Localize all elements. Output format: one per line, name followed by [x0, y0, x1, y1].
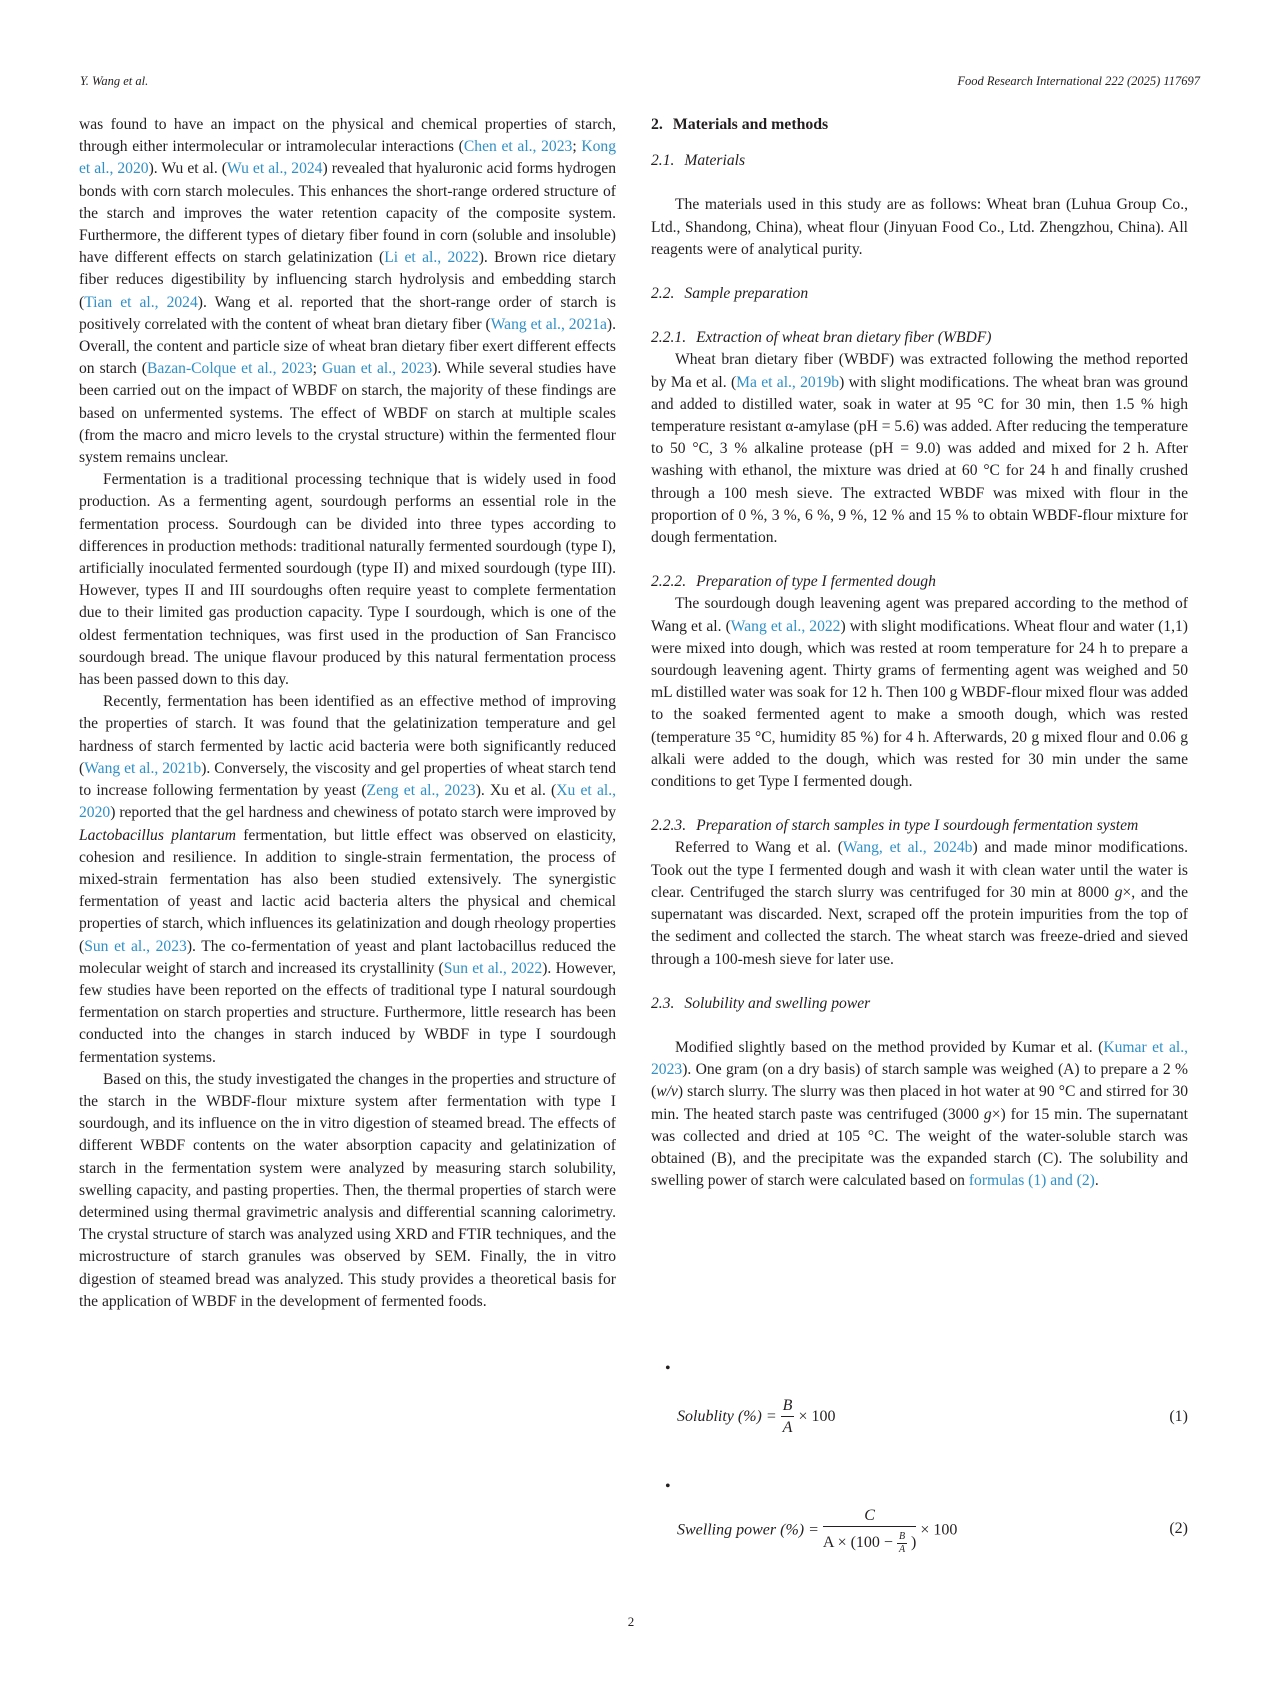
citation-link[interactable]: Ma et al., 2019b — [736, 373, 840, 391]
formula-link[interactable]: formulas (1) and (2) — [968, 1172, 1095, 1190]
subsubsection-heading: 2.2.2. Preparation of type I fermented dough — [651, 573, 936, 591]
citation-link[interactable]: Wu et al., 2024 — [227, 160, 323, 178]
subsection-heading: 2.2. Sample preparation — [651, 285, 809, 303]
paragraph: was found to have an impact on the physical and chemical properties of starch, through either intermolecular or intramolecular interactions (Chen et al., 2023; Kong et al., 2020). Wu et al. (Wu et al., 2024) revealed that hyaluronic acid forms hydrogen bonds with corn starch molecules. This enhances the short-range ordered structure of the starch and improves the water retention capacity of the composite system. Furthermore, the different types of dietary fiber found in corn (soluble and insoluble) have different effects on starch gelatinization (Li et al., 2022). Brown rice dietary fiber reduces digestibility by influencing starch hydrolysis and embedding starch (Tian et al., 2024). Wang et al. reported that the short-range order of starch is positively correlated with the content of wheat bran dietary fiber (Wang et al., 2021a). Overall, the content and particle size of wheat bran dietary fiber exert different effects on starch (Bazan-Colque et al., 2023; Guan et al., 2023). While several studies have been carried out on the impact of WBDF on starch, the majority of these findings are based on unfermented systems. The effect of WBDF on starch at multiple scales (from the macro and micro levels to the crystal structure) within the fermented flour system remains unclear. — [79, 116, 616, 467]
paragraph: Wheat bran dietary fiber (WBDF) was extracted following the method reported by Ma et al. (Ma et al., 2019b) with slight modifications. The wheat bran was ground and added to distilled water, soak in water at 95 °C for 30 min, then 1.5 % high temperature resistant α-amylase (pH = 5.6) was added. After reducing the temperature to 50 °C, 3 % alkaline protease (pH = 9.0) was added and mixed for 2 h. After washing with ethanol, the mixture was dried at 60 °C for 24 h and finally crushed through a 100 mesh sieve. The extracted WBDF was mixed with flour in the proportion of 0 %, 3 %, 6 %, 9 %, 12 % and 15 % to obtain WBDF-flour mixture for dough fermentation. — [651, 351, 1188, 547]
citation-link[interactable]: Kong et al., 2020 — [79, 138, 616, 178]
equation-swelling-power: Swelling power (%) = C A × (100 − $\frac{B}{A}$ ) × 100 (2) — [677, 1507, 1188, 1555]
paragraph: Based on this, the study investigated the changes in the properties and structure of the starch in the WBDF-flour mixture system after fermentation with type I sourdough, and its influence on the in vitro digestion of steamed bread. The effects of different WBDF contents on the water absorption capacity and gelatinization of starch in the fermentation system were analyzed by measuring starch solubility, swelling capacity, and pasting properties. Then, the thermal properties of starch were determined using thermal gravimetric analysis and differential scanning calorimetry. The crystal structure of starch was analyzed using XRD and FTIR techniques, and the microstructure of starch granules was observed by SEM. Finally, the in vitro digestion of steamed bread was analyzed. This study provides a theoretical basis for the application of WBDF in the development of fermented foods. — [79, 1070, 616, 1310]
citation-link[interactable]: Tian et al., 2024 — [84, 293, 198, 311]
equation-number: (2) — [1169, 1520, 1188, 1537]
paragraph: The sourdough dough leavening agent was prepared according to the method of Wang et al. (Wang et al., 2022) with slight modifications. Wheat flour and water (1,1) were mixed into dough, which was rested at room temperature for 24 h to prepare a sourdough leavening agent. Thirty grams of fermenting agent was weighed and 50 mL distilled water was soak for 12 h. Then 100 g WBDF-flour mixed flour was added to the soaked fermented agent to make a smooth dough, which was rested (temperature 35 °C, humidity 85 %) for 4 h. Afterwards, 20 g mixed flour and 0.06 g alkali were added to the dough, which was rested for 30 min under the same conditions to get Type I fermented dough. — [651, 595, 1189, 791]
page-number: 2 — [627, 1614, 635, 1629]
species-name: Lactobacillus plantarum — [79, 826, 237, 844]
citation-link[interactable]: Sun et al., 2022 — [443, 959, 543, 977]
right-column — [651, 114, 1188, 1192]
bullet-icon: • — [665, 1478, 671, 1495]
citation-link[interactable]: Chen et al., 2023 — [463, 138, 573, 156]
citation-link[interactable]: Guan et al., 2023 — [321, 360, 433, 378]
header-journal: Food Research International 222 (2025) 117697 — [957, 74, 1200, 88]
header-authors: Y. Wang et al. — [80, 74, 149, 88]
subsection-heading: 2.1. Materials — [651, 152, 746, 170]
subsection-heading: 2.3. Solubility and swelling power — [651, 994, 871, 1012]
citation-link[interactable]: Wang et al., 2021a — [490, 315, 607, 333]
citation-link[interactable]: Wang et al., 2021b — [84, 759, 202, 777]
equation-number: (1) — [1169, 1408, 1188, 1425]
fraction: $\frac{B}{A}$ — [782, 1397, 793, 1436]
subsubsection-heading: 2.2.1. Extraction of wheat bran dietary fiber (WBDF) — [651, 329, 992, 347]
citation-link[interactable]: Zeng et al., 2023 — [366, 782, 476, 800]
paragraph: Referred to Wang et al. (Wang, et al., 2024b) and made minor modifications. Took out the type I fermented dough and wash it with clean water until the water is clear. Centrifuged the starch slurry was centrifuged for 30 min at 8000 g×, and the supernatant was discarded. Next, scraped off the protein impurities from the top of the sediment and collected the starch. The wheat starch was freeze-dried and sieved through a 100-mesh sieve for later use. — [651, 839, 1189, 968]
bullet-icon: • — [665, 1360, 671, 1377]
left-column — [79, 114, 616, 1313]
paragraph: Recently, fermentation has been identified as an effective method of improving the properties of starch. It was found that the gelatinization temperature and gel hardness of starch fermented by lactic acid bacteria were both significantly reduced (Wang et al., 2021b). Conversely, the viscosity and gel properties of wheat starch tend to increase following fermentation by yeast (Zeng et al., 2023). Xu et al. (Xu et al., 2020) reported that the gel hardness and chewiness of potato starch were improved by Lactobacillus plantarum fermentation, but little effect was observed on elasticity, cohesion and resilience. In addition to single-strain fermentation, the process of mixed-strain fermentation has also been studied extensively. The synergistic fermentation of yeast and lactic acid bacteria alters the physical and chemical properties of starch, which influences its gelatinization and dough rheology properties (Sun et al., 2023). The co-fermentation of yeast and plant lactobacillus reduced the molecular weight of starch and increased its crystallinity (Sun et al., 2022). However, few studies have been reported on the effects of traditional type I natural sourdough fermentation on starch properties and structure. Furthermore, little research has been conducted into the changes in starch induced by WBDF in type I sourdough fermentation systems. — [79, 693, 616, 1066]
paragraph: Fermentation is a traditional processing technique that is widely used in food production. As a fermenting agent, sourdough performs an essential role in the fermentation process. Sourdough can be divided into three types according to differences in production methods: traditional naturally fermented sourdough (type I), artificially inoculated fermented sourdough (type II) and mixed sourdough (type III). However, types II and III sourdoughs often require yeast to complete fermentation due to their limited gas production capacity. Type I sourdough, which is one of the oldest fermentation techniques, was first used in the production of San Francisco sourdough bread. The unique flavour produced by this natural fermentation process has been passed down to this day. — [79, 471, 616, 689]
equation-solubility: Solublity (%) = $\frac{B}{A}$ × 100 (1) — [677, 1396, 1188, 1439]
citation-link[interactable]: Xu et al., 2020 — [79, 782, 616, 822]
citation-link[interactable]: Wang, et al., 2024b — [842, 839, 973, 857]
fraction: C A × (100 − $\frac{B}{A}$ ) — [822, 1507, 917, 1555]
citation-link[interactable]: Sun et al., 2023 — [84, 937, 187, 955]
citation-link[interactable]: Wang et al., 2022 — [730, 617, 841, 635]
citation-link[interactable]: Bazan-Colque et al., 2023 — [147, 360, 313, 378]
section-heading: 2. Materials and methods — [651, 116, 829, 133]
citation-link[interactable]: Li et al., 2022 — [384, 249, 479, 267]
subsubsection-heading: 2.2.3. Preparation of starch samples in type I sourdough fermentation system — [651, 817, 1139, 835]
paragraph: The materials used in this study are as follows: Wheat bran (Luhua Group Co., Ltd., Shandong, China), wheat flour (Jinyuan Food Co., Ltd. Zhengzhou, China). All reagents were of analytical purity. — [651, 196, 1188, 258]
paragraph: Modified slightly based on the method provided by Kumar et al. (Kumar et al., 2023). One gram (on a dry basis) of starch sample was weighed (A) to prepare a 2 % (w/v) starch slurry. The slurry was then placed in hot water at 90 °C and stirred for 30 min. The heated starch paste was centrifuged (3000 g×) for 15 min. The supernatant was collected and dried at 105 °C. The weight of the water-soluble starch was obtained (B), and the precipitate was the expanded starch (C). The solubility and swelling power of starch were calculated based on formulas (1) and (2). — [651, 1038, 1188, 1190]
citation-link[interactable]: Kumar et al., 2023 — [651, 1038, 1188, 1079]
